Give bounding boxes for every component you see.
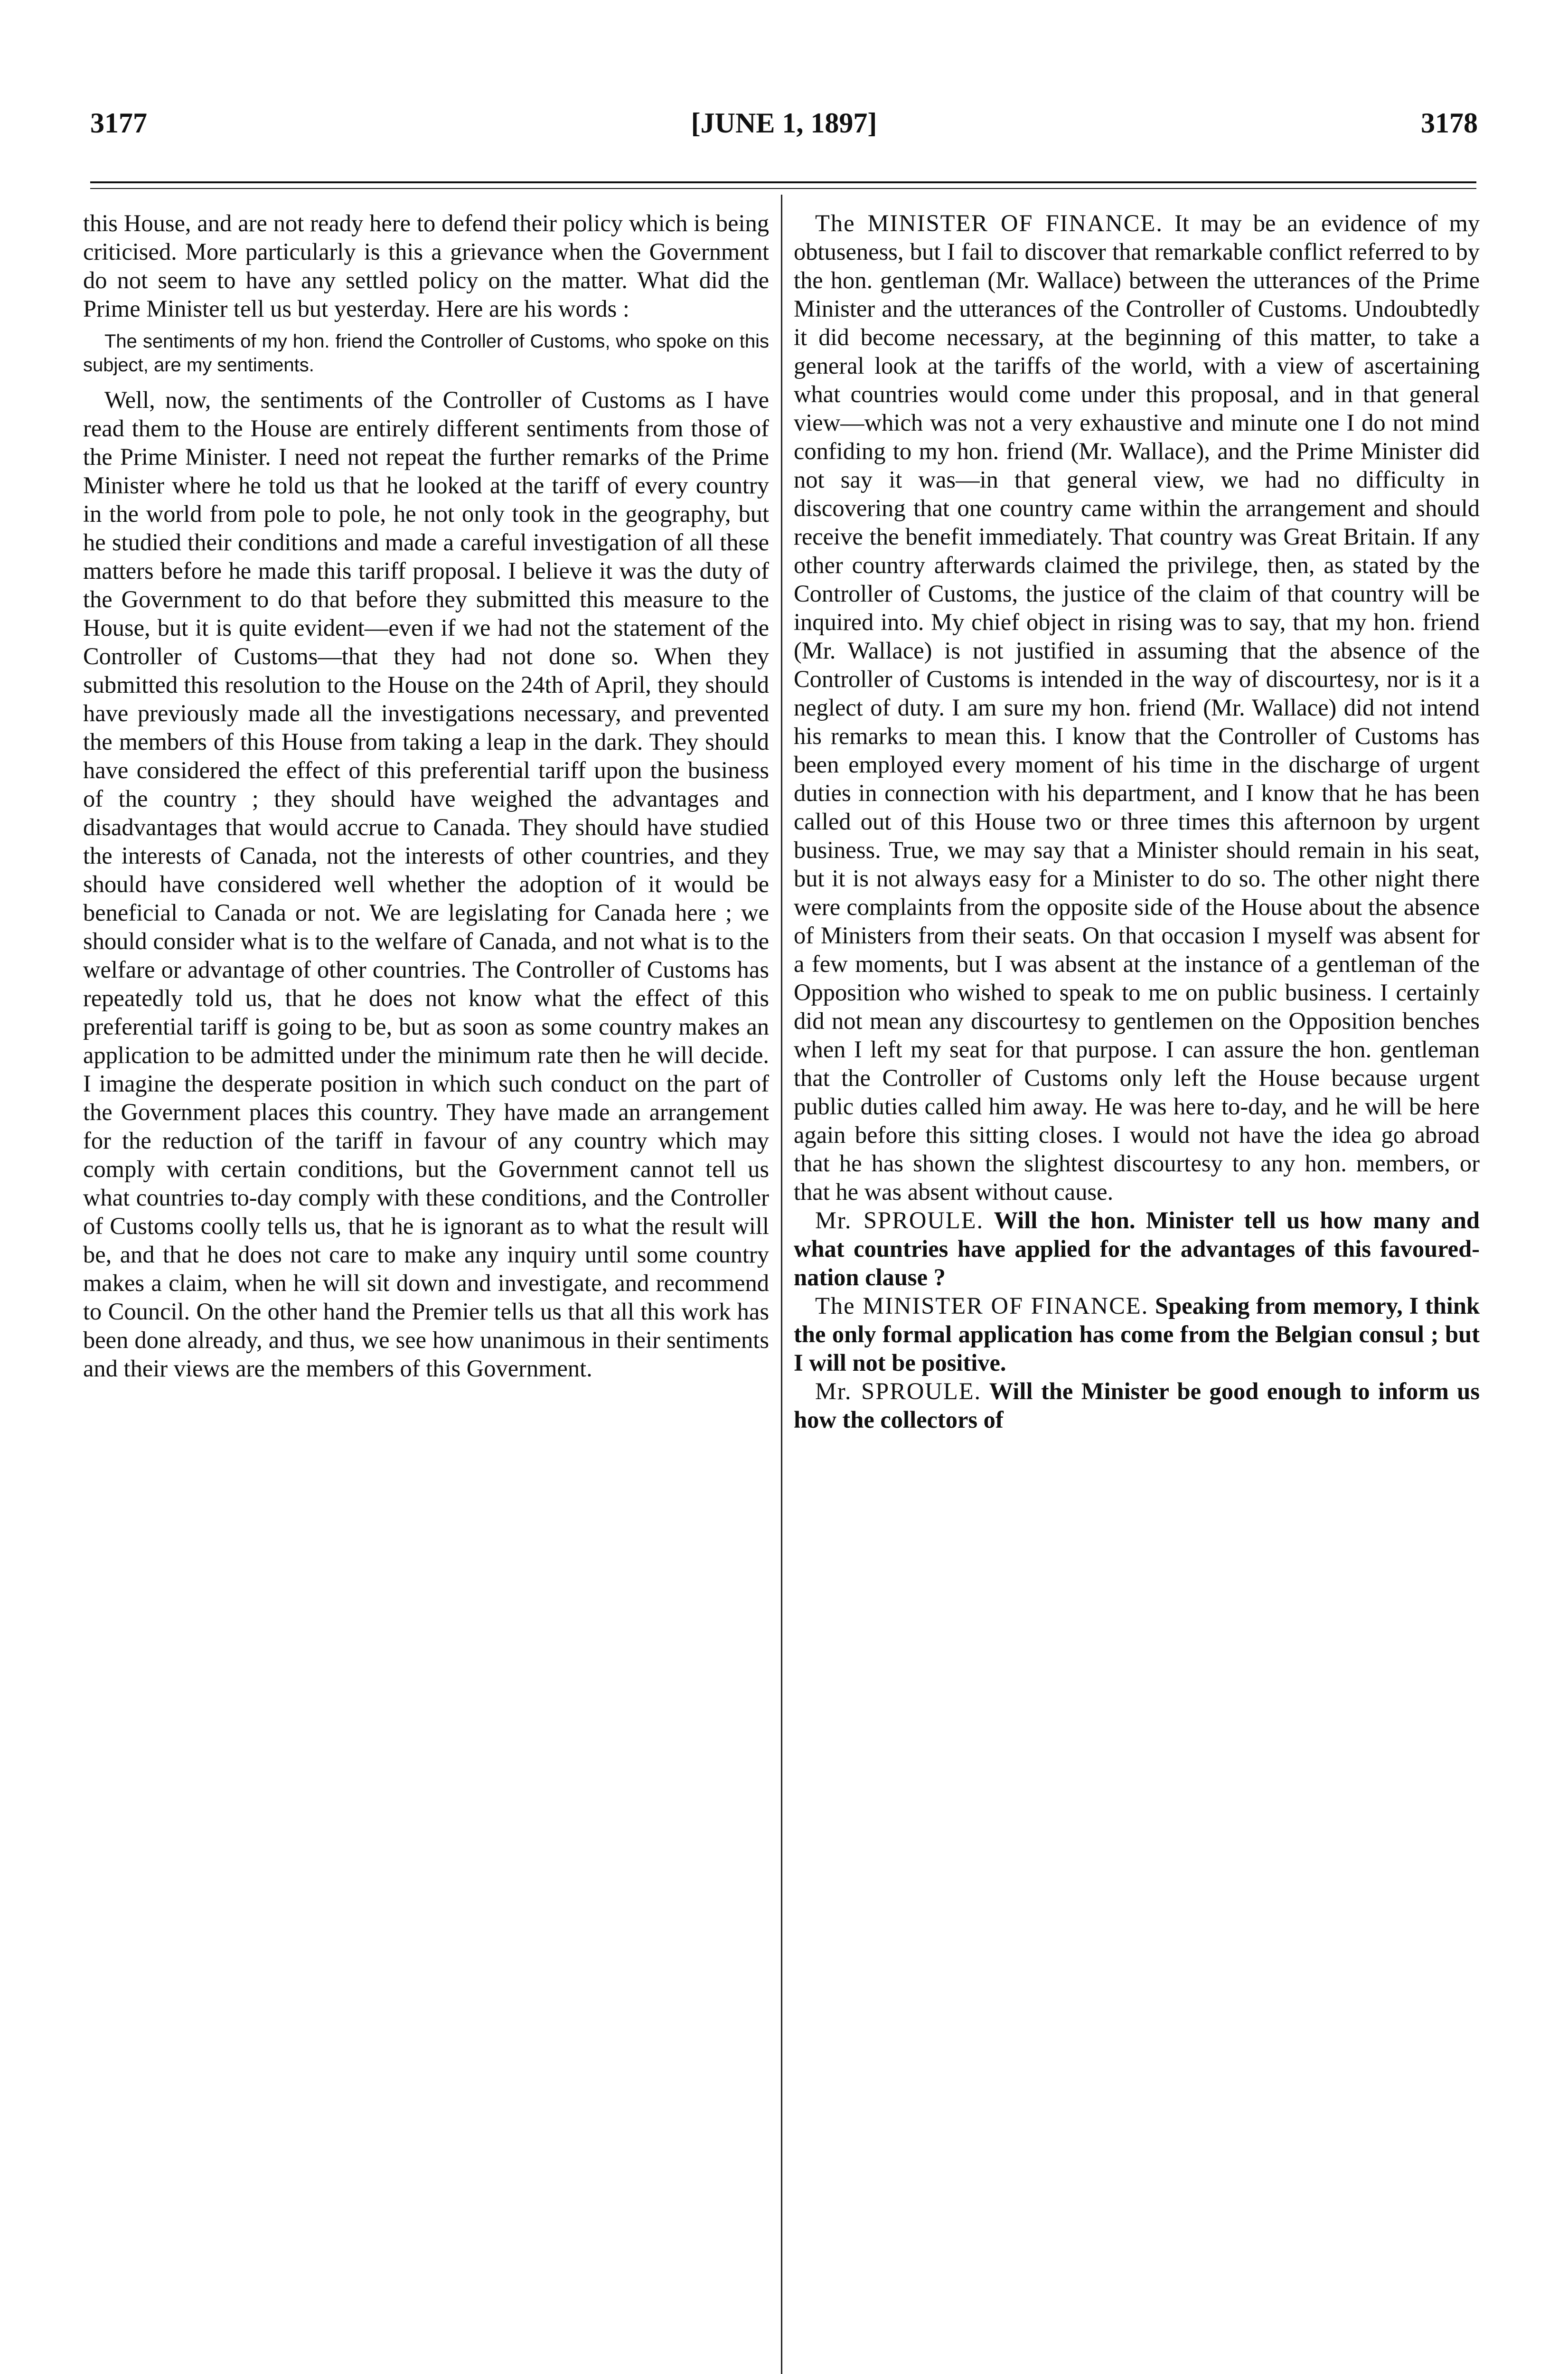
speech-sproule-2 <box>794 1377 1480 1434</box>
speaker-name: Mr. SPROULE. <box>815 1207 984 1234</box>
speech-text: It may be an evidence of my obtuseness, but I fail to discover that remarkable conflict referred to by the hon. gentleman (Mr. Wallace) between the utterances of the Prime Minister and the utterances of the Controller of Customs. Undoubtedly it did become necessary, at the beginning of this matter, to take a general look at the tariffs of the world, with a view of ascertaining what countries would come under this proposal, and in that general view—which was not a very exhaustive and minute one I do not mind confiding to my hon. friend (Mr. Wallace), and the Prime Minister did not say it was—in that general view, we had no difficulty in discovering that one country came within the arrangement and should receive the benefit immediately. That country was Great Britain. If any other country afterwards claimed the privilege, then, as stated by the Controller of Customs, the justice of the claim of that country will be inquired into. My chief object in rising was to say, that my hon. friend (Mr. Wallace) is not justified in assuming that the absence of the Controller of Customs is intended in the way of discourtesy, nor is it a neglect of duty. I am sure my hon. friend (Mr. Wallace) did not intend his remarks to mean this. I know that the Controller of Customs has been employed every moment of his time in the discharge of urgent duties in connection with his department, and I know that he has been called out of this House two or three times this afternoon by urgent business. True, we may say that a Minister should remain in his seat, but it is not always easy for a Minister to do so. The other night there were complaints from the opposite side of the House about the absence of Ministers from their seats. On that occasion I myself was absent for a few moments, but I was absent at the instance of a gentleman of the Opposition who wished to speak to me on public business. I certainly did not mean any discourtesy to gentlemen on the Opposition benches when I left my seat for that purpose. I can assure the hon. gentleman that the Controller of Customs only left the House because urgent public duties called him away. He was here to-day, and he will be here again before this sitting closes. I would not have the idea go abroad that he has shown the slightest discourtesy to any hon. members, or that he was absent without cause. <box>794 210 1480 1205</box>
speech-text: Will the hon. Minister tell us how many and what countries have applied for the advantages of this favoured-nation clause ? <box>794 1207 1480 1291</box>
page-number-right: 3178 <box>1421 107 1478 139</box>
speech-minister-finance-1 <box>794 209 1480 1206</box>
header-rule-thin <box>90 188 1476 189</box>
header-rule-thick <box>90 181 1476 183</box>
left-paragraph-2: Well, now, the sentiments of the Controller of Customs as I have read them to the House are entirely different sentiments from those of the Prime Minister. I need not repeat the further remarks of the Prime Minister where he told us that he looked at the tariff of every country in the world from pole to pole, he not only took in the geography, but he studied their conditions and made a careful investigation of all these matters before he made this tariff proposal. I believe it was the duty of the Government to do that before they submitted this measure to the House, but it is quite evident—even if we had not the statement of the Controller of Customs—that they had not done so. When they submitted this resolution to the House on the 24th of April, they should have previously made all the investigations necessary, and prevented the members of this House from taking a leap in the dark. They should have considered the effect of this preferential tariff upon the business of the country ; they should have weighed the advantages and disadvantages that would accrue to Canada. They should have studied the interests of Canada, not the interests of other countries, and they should have considered well whether the adoption of it would be beneficial to Canada or not. We are legislating for Canada here ; we should consider what is to the welfare of Canada, and not what is to the welfare or advantage of other countries. The Controller of Customs has repeatedly told us, that he does not know what the effect of this preferential tariff is going to be, but as soon as some country makes an application to be admitted under the minimum rate then he will decide. I imagine the desperate position in which such conduct on the part of the Government places this country. They have made an arrangement for the reduction of the tariff in favour of any country which may comply with certain conditions, but the Government cannot tell us what countries to-day comply with these conditions, and the Controller of Customs coolly tells us, that he is ignorant as to what the result will be, and that he does not care to make any inquiry until some country makes a claim, when he will sit down and investigate, and recommend to Council. On the other hand the Premier tells us that all this work has been done already, and thus, we see how unanimous in their sentiments and their views are the members of this Government. <box>83 386 769 1382</box>
speaker-name: The MINISTER OF FINANCE. <box>815 1292 1149 1319</box>
speech-text: Speaking from memory, I think the only formal application has come from the Belgian consul ; but I will not be positive. <box>794 1292 1480 1376</box>
speech-text: Will the Minister be good enough to inform us how the collectors of <box>794 1378 1480 1433</box>
left-paragraph-1: this House, and are not ready here to defend their policy which is being criticised. More particularly is this a grievance when the Government do not seem to have any settled policy on the matter. What did the Prime Minister tell us but yesterday. Here are his words : <box>83 210 769 322</box>
speaker-name: The MINISTER OF FINANCE. <box>815 210 1163 236</box>
page-number-left: 3177 <box>90 107 147 139</box>
speaker-name: Mr. SPROULE. <box>815 1378 982 1404</box>
speech-minister-finance-2 <box>794 1291 1480 1377</box>
speech-sproule-1 <box>794 1206 1480 1291</box>
page-header <box>0 107 1568 150</box>
page-date: [JUNE 1, 1897] <box>691 107 877 139</box>
prime-minister-quote: The sentiments of my hon. friend the Controller of Customs, who spoke on this subject, are my sentiments. <box>83 331 769 376</box>
left-column <box>83 209 769 1383</box>
column-divider <box>781 195 782 2374</box>
right-column <box>794 209 1480 1434</box>
